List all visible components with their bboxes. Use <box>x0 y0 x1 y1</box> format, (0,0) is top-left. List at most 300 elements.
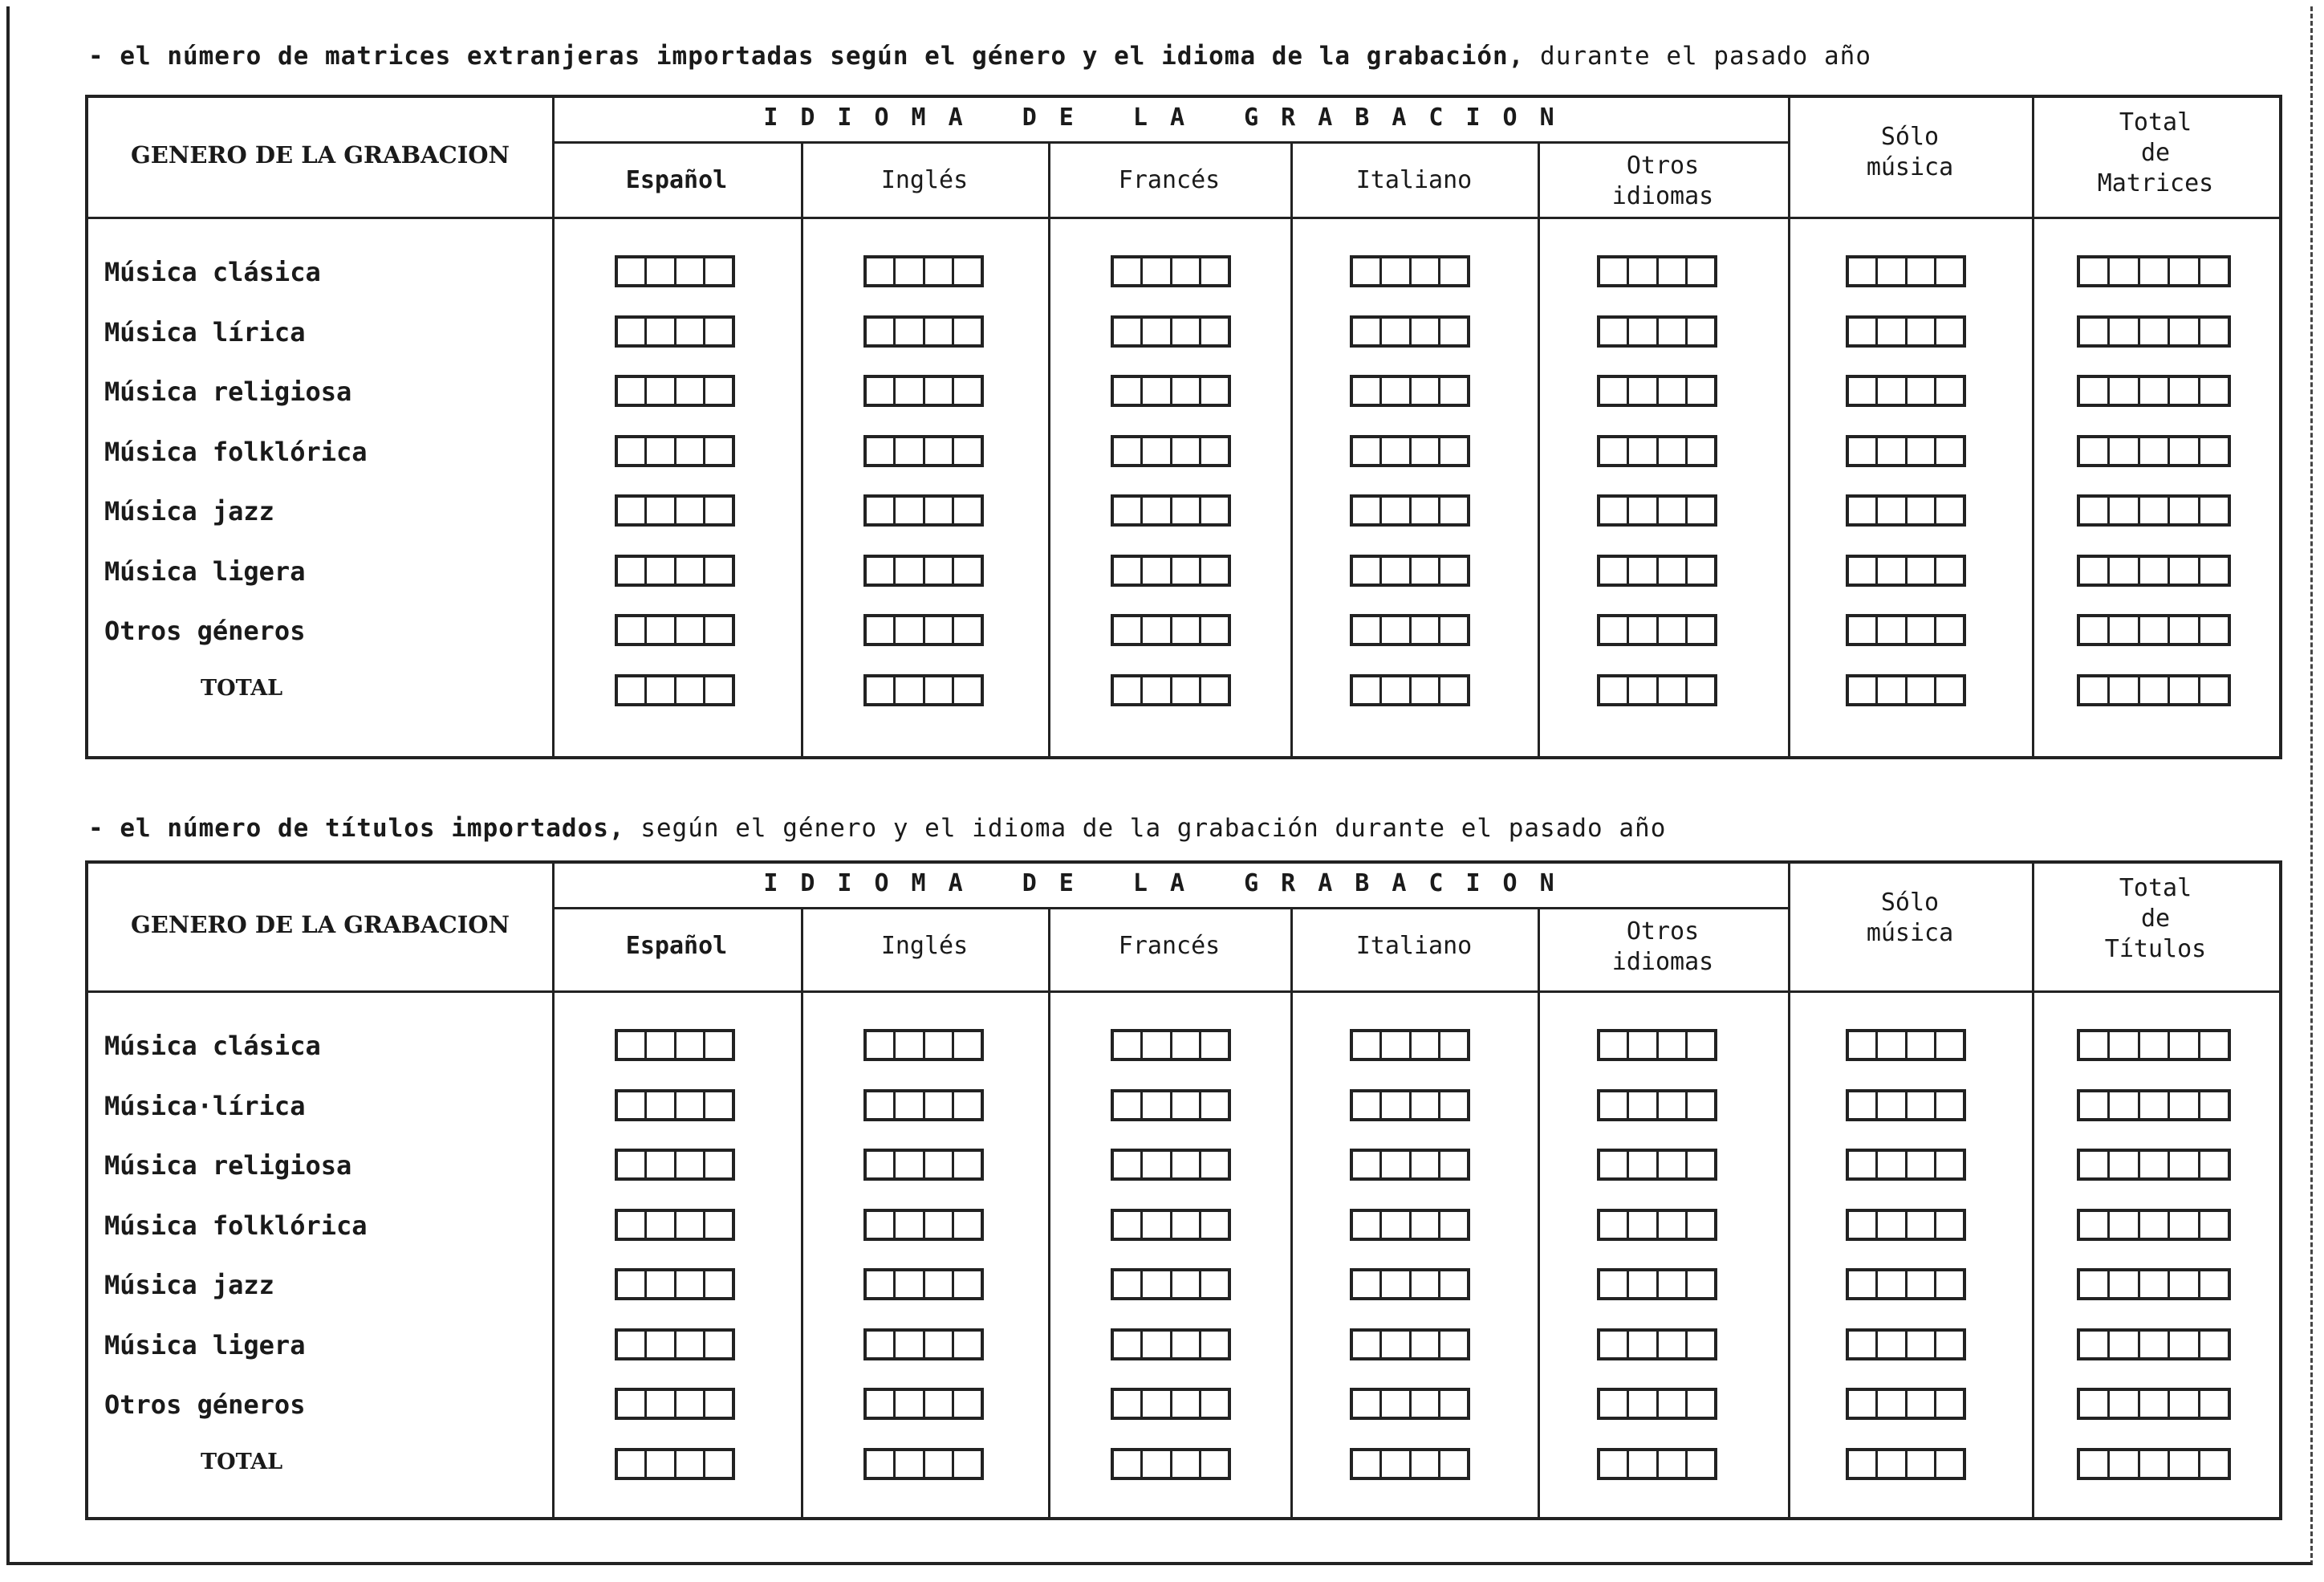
digit-entry-box[interactable] <box>1597 1029 1717 1061</box>
digit-entry-box[interactable] <box>1350 1328 1470 1360</box>
digit-cell[interactable] <box>1629 498 1658 523</box>
digit-entry-box[interactable] <box>863 1268 984 1300</box>
digit-cell[interactable] <box>1172 677 1201 703</box>
digit-entry-box[interactable] <box>1846 1328 1966 1360</box>
digit-cell[interactable] <box>1440 498 1467 523</box>
digit-entry-box[interactable] <box>1846 1089 1966 1121</box>
digit-cell[interactable] <box>1849 1271 1878 1297</box>
digit-cell[interactable] <box>1849 438 1878 464</box>
digit-cell[interactable] <box>1412 1332 1440 1357</box>
digit-cell[interactable] <box>1878 1332 1907 1357</box>
digit-entry-box[interactable] <box>615 1448 735 1480</box>
digit-entry-box[interactable] <box>2077 1268 2231 1300</box>
digit-cell[interactable] <box>1440 677 1467 703</box>
digit-cell[interactable] <box>1629 617 1658 643</box>
digit-cell[interactable] <box>1688 1332 1714 1357</box>
digit-entry-box[interactable] <box>615 315 735 348</box>
digit-cell[interactable] <box>925 1152 954 1177</box>
digit-entry-box[interactable] <box>1350 1089 1470 1121</box>
digit-cell[interactable] <box>1353 1212 1382 1238</box>
digit-cell[interactable] <box>2080 1332 2110 1357</box>
digit-cell[interactable] <box>1353 558 1382 584</box>
digit-cell[interactable] <box>954 1451 981 1477</box>
digit-cell[interactable] <box>1143 1332 1172 1357</box>
digit-entry-box[interactable] <box>1111 1388 1231 1420</box>
digit-cell[interactable] <box>1849 1152 1878 1177</box>
digit-entry-box[interactable] <box>1111 1149 1231 1181</box>
digit-cell[interactable] <box>1878 1092 1907 1118</box>
digit-cell[interactable] <box>925 558 954 584</box>
digit-cell[interactable] <box>2080 1271 2110 1297</box>
digit-entry-box[interactable] <box>1846 1388 1966 1420</box>
digit-cell[interactable] <box>896 1212 924 1238</box>
digit-cell[interactable] <box>1878 438 1907 464</box>
digit-cell[interactable] <box>1353 1451 1382 1477</box>
digit-cell[interactable] <box>896 1271 924 1297</box>
digit-cell[interactable] <box>618 1332 647 1357</box>
digit-cell[interactable] <box>2110 558 2139 584</box>
digit-entry-box[interactable] <box>1350 1209 1470 1241</box>
digit-cell[interactable] <box>867 1451 896 1477</box>
digit-entry-box[interactable] <box>1350 435 1470 467</box>
digit-cell[interactable] <box>1849 378 1878 404</box>
digit-entry-box[interactable] <box>2077 1029 2231 1061</box>
digit-entry-box[interactable] <box>1597 1388 1717 1420</box>
digit-cell[interactable] <box>705 677 732 703</box>
digit-cell[interactable] <box>1412 1391 1440 1417</box>
digit-entry-box[interactable] <box>1350 1388 1470 1420</box>
digit-cell[interactable] <box>925 498 954 523</box>
digit-entry-box[interactable] <box>863 1388 984 1420</box>
digit-entry-box[interactable] <box>1111 255 1231 287</box>
digit-entry-box[interactable] <box>863 1149 984 1181</box>
digit-cell[interactable] <box>1143 677 1172 703</box>
digit-cell[interactable] <box>1412 617 1440 643</box>
digit-cell[interactable] <box>2140 319 2170 344</box>
digit-entry-box[interactable] <box>863 375 984 407</box>
digit-cell[interactable] <box>2110 1152 2139 1177</box>
digit-cell[interactable] <box>1440 1152 1467 1177</box>
digit-cell[interactable] <box>2140 438 2170 464</box>
digit-cell[interactable] <box>676 1152 705 1177</box>
digit-cell[interactable] <box>705 1271 732 1297</box>
digit-cell[interactable] <box>647 1152 676 1177</box>
digit-cell[interactable] <box>1849 1451 1878 1477</box>
digit-entry-box[interactable] <box>1350 494 1470 527</box>
digit-cell[interactable] <box>647 258 676 284</box>
digit-cell[interactable] <box>647 498 676 523</box>
digit-cell[interactable] <box>1629 1032 1658 1058</box>
digit-cell[interactable] <box>1172 1152 1201 1177</box>
digit-cell[interactable] <box>925 1212 954 1238</box>
digit-cell[interactable] <box>1353 1391 1382 1417</box>
digit-cell[interactable] <box>1688 1451 1714 1477</box>
digit-entry-box[interactable] <box>2077 1149 2231 1181</box>
digit-cell[interactable] <box>676 1212 705 1238</box>
digit-cell[interactable] <box>1878 1212 1907 1238</box>
digit-cell[interactable] <box>2110 617 2139 643</box>
digit-cell[interactable] <box>676 378 705 404</box>
digit-cell[interactable] <box>867 319 896 344</box>
digit-cell[interactable] <box>1629 1212 1658 1238</box>
digit-cell[interactable] <box>1114 498 1143 523</box>
digit-cell[interactable] <box>1849 498 1878 523</box>
digit-cell[interactable] <box>1688 1391 1714 1417</box>
digit-cell[interactable] <box>1172 319 1201 344</box>
digit-cell[interactable] <box>2170 1032 2200 1058</box>
digit-cell[interactable] <box>2200 558 2228 584</box>
digit-cell[interactable] <box>1114 319 1143 344</box>
digit-entry-box[interactable] <box>1111 1328 1231 1360</box>
digit-cell[interactable] <box>676 617 705 643</box>
digit-cell[interactable] <box>1201 319 1228 344</box>
digit-cell[interactable] <box>2170 558 2200 584</box>
digit-cell[interactable] <box>954 1092 981 1118</box>
digit-cell[interactable] <box>1908 677 1936 703</box>
digit-cell[interactable] <box>925 378 954 404</box>
digit-cell[interactable] <box>1849 558 1878 584</box>
digit-cell[interactable] <box>1908 1451 1936 1477</box>
digit-entry-box[interactable] <box>1597 1328 1717 1360</box>
digit-cell[interactable] <box>618 498 647 523</box>
digit-cell[interactable] <box>1143 1092 1172 1118</box>
digit-cell[interactable] <box>2200 1451 2228 1477</box>
digit-cell[interactable] <box>1936 617 1963 643</box>
digit-cell[interactable] <box>1382 319 1411 344</box>
digit-cell[interactable] <box>1908 438 1936 464</box>
digit-cell[interactable] <box>2110 438 2139 464</box>
digit-cell[interactable] <box>1143 1212 1172 1238</box>
digit-cell[interactable] <box>1600 1271 1629 1297</box>
digit-cell[interactable] <box>1143 1032 1172 1058</box>
digit-entry-box[interactable] <box>863 555 984 587</box>
digit-cell[interactable] <box>1440 617 1467 643</box>
digit-cell[interactable] <box>705 1332 732 1357</box>
digit-cell[interactable] <box>1201 378 1228 404</box>
digit-cell[interactable] <box>1382 617 1411 643</box>
digit-cell[interactable] <box>1878 558 1907 584</box>
digit-cell[interactable] <box>2200 258 2228 284</box>
digit-cell[interactable] <box>1412 438 1440 464</box>
digit-cell[interactable] <box>1201 617 1228 643</box>
digit-cell[interactable] <box>1353 1332 1382 1357</box>
digit-cell[interactable] <box>1908 558 1936 584</box>
digit-cell[interactable] <box>705 558 732 584</box>
digit-cell[interactable] <box>647 438 676 464</box>
digit-cell[interactable] <box>1382 1271 1411 1297</box>
digit-cell[interactable] <box>1878 617 1907 643</box>
digit-cell[interactable] <box>896 1451 924 1477</box>
digit-cell[interactable] <box>1143 1451 1172 1477</box>
digit-cell[interactable] <box>896 1032 924 1058</box>
digit-cell[interactable] <box>2080 319 2110 344</box>
digit-cell[interactable] <box>1936 1271 1963 1297</box>
digit-cell[interactable] <box>1908 319 1936 344</box>
digit-cell[interactable] <box>2080 677 2110 703</box>
digit-entry-box[interactable] <box>615 1029 735 1061</box>
digit-cell[interactable] <box>867 1332 896 1357</box>
digit-entry-box[interactable] <box>863 1448 984 1480</box>
digit-cell[interactable] <box>867 1152 896 1177</box>
digit-cell[interactable] <box>2080 558 2110 584</box>
digit-cell[interactable] <box>896 1152 924 1177</box>
digit-entry-box[interactable] <box>1597 375 1717 407</box>
digit-entry-box[interactable] <box>1846 1029 1966 1061</box>
digit-cell[interactable] <box>896 1332 924 1357</box>
digit-cell[interactable] <box>1600 438 1629 464</box>
digit-cell[interactable] <box>647 1032 676 1058</box>
digit-cell[interactable] <box>1659 319 1688 344</box>
digit-cell[interactable] <box>618 438 647 464</box>
digit-cell[interactable] <box>1353 498 1382 523</box>
digit-cell[interactable] <box>1172 617 1201 643</box>
digit-cell[interactable] <box>1849 1332 1878 1357</box>
digit-entry-box[interactable] <box>1597 614 1717 646</box>
digit-cell[interactable] <box>2080 438 2110 464</box>
digit-cell[interactable] <box>1878 677 1907 703</box>
digit-cell[interactable] <box>1114 1451 1143 1477</box>
digit-cell[interactable] <box>1382 1152 1411 1177</box>
digit-entry-box[interactable] <box>1597 555 1717 587</box>
digit-cell[interactable] <box>618 1391 647 1417</box>
digit-cell[interactable] <box>1849 1032 1878 1058</box>
digit-entry-box[interactable] <box>863 494 984 527</box>
digit-cell[interactable] <box>1908 1271 1936 1297</box>
digit-cell[interactable] <box>1353 1271 1382 1297</box>
digit-cell[interactable] <box>1688 319 1714 344</box>
digit-cell[interactable] <box>2200 1212 2228 1238</box>
digit-cell[interactable] <box>1353 1152 1382 1177</box>
digit-cell[interactable] <box>1688 498 1714 523</box>
digit-cell[interactable] <box>1629 319 1658 344</box>
digit-cell[interactable] <box>1201 1391 1228 1417</box>
digit-cell[interactable] <box>2140 1212 2170 1238</box>
digit-cell[interactable] <box>1659 1032 1688 1058</box>
digit-cell[interactable] <box>1412 319 1440 344</box>
digit-cell[interactable] <box>896 498 924 523</box>
digit-cell[interactable] <box>705 378 732 404</box>
digit-cell[interactable] <box>867 378 896 404</box>
digit-entry-box[interactable] <box>863 1089 984 1121</box>
digit-entry-box[interactable] <box>1597 1149 1717 1181</box>
digit-cell[interactable] <box>2170 1391 2200 1417</box>
digit-entry-box[interactable] <box>863 1328 984 1360</box>
digit-cell[interactable] <box>647 677 676 703</box>
digit-cell[interactable] <box>1629 558 1658 584</box>
digit-cell[interactable] <box>647 1271 676 1297</box>
digit-cell[interactable] <box>2110 1032 2139 1058</box>
digit-cell[interactable] <box>1849 617 1878 643</box>
digit-cell[interactable] <box>954 1212 981 1238</box>
digit-cell[interactable] <box>1440 258 1467 284</box>
digit-cell[interactable] <box>1936 1212 1963 1238</box>
digit-entry-box[interactable] <box>615 435 735 467</box>
digit-cell[interactable] <box>1114 1391 1143 1417</box>
digit-cell[interactable] <box>1688 558 1714 584</box>
digit-entry-box[interactable] <box>1350 555 1470 587</box>
digit-cell[interactable] <box>896 438 924 464</box>
digit-cell[interactable] <box>954 258 981 284</box>
digit-cell[interactable] <box>2140 258 2170 284</box>
digit-cell[interactable] <box>1143 1271 1172 1297</box>
digit-cell[interactable] <box>1172 1032 1201 1058</box>
digit-cell[interactable] <box>618 1032 647 1058</box>
digit-entry-box[interactable] <box>1350 614 1470 646</box>
digit-cell[interactable] <box>2080 1212 2110 1238</box>
digit-cell[interactable] <box>1201 1271 1228 1297</box>
digit-entry-box[interactable] <box>2077 315 2231 348</box>
digit-cell[interactable] <box>1382 438 1411 464</box>
digit-entry-box[interactable] <box>1597 1209 1717 1241</box>
digit-cell[interactable] <box>618 319 647 344</box>
digit-cell[interactable] <box>676 1032 705 1058</box>
digit-cell[interactable] <box>1114 438 1143 464</box>
digit-entry-box[interactable] <box>2077 1328 2231 1360</box>
digit-cell[interactable] <box>1201 1332 1228 1357</box>
digit-cell[interactable] <box>1936 1451 1963 1477</box>
digit-cell[interactable] <box>618 1451 647 1477</box>
digit-cell[interactable] <box>1688 1092 1714 1118</box>
digit-entry-box[interactable] <box>1111 1089 1231 1121</box>
digit-cell[interactable] <box>2170 1332 2200 1357</box>
digit-cell[interactable] <box>867 677 896 703</box>
digit-cell[interactable] <box>676 1451 705 1477</box>
digit-entry-box[interactable] <box>1111 315 1231 348</box>
digit-cell[interactable] <box>676 498 705 523</box>
digit-cell[interactable] <box>676 438 705 464</box>
digit-cell[interactable] <box>1688 1212 1714 1238</box>
digit-cell[interactable] <box>954 1152 981 1177</box>
digit-cell[interactable] <box>1412 1451 1440 1477</box>
digit-cell[interactable] <box>1659 1391 1688 1417</box>
digit-cell[interactable] <box>2170 438 2200 464</box>
digit-cell[interactable] <box>676 258 705 284</box>
digit-cell[interactable] <box>1936 319 1963 344</box>
digit-cell[interactable] <box>1908 378 1936 404</box>
digit-cell[interactable] <box>1382 1332 1411 1357</box>
digit-cell[interactable] <box>1114 378 1143 404</box>
digit-cell[interactable] <box>2110 1092 2139 1118</box>
digit-cell[interactable] <box>2110 258 2139 284</box>
digit-entry-box[interactable] <box>615 1089 735 1121</box>
digit-cell[interactable] <box>2170 378 2200 404</box>
digit-cell[interactable] <box>1878 258 1907 284</box>
digit-cell[interactable] <box>705 1152 732 1177</box>
digit-cell[interactable] <box>925 438 954 464</box>
digit-entry-box[interactable] <box>2077 1089 2231 1121</box>
digit-entry-box[interactable] <box>2077 1388 2231 1420</box>
digit-cell[interactable] <box>2170 498 2200 523</box>
digit-cell[interactable] <box>1908 1332 1936 1357</box>
digit-cell[interactable] <box>1878 1032 1907 1058</box>
digit-cell[interactable] <box>1936 1332 1963 1357</box>
digit-cell[interactable] <box>1114 1332 1143 1357</box>
digit-cell[interactable] <box>1659 498 1688 523</box>
digit-cell[interactable] <box>1172 1092 1201 1118</box>
digit-entry-box[interactable] <box>1350 1268 1470 1300</box>
digit-cell[interactable] <box>1878 498 1907 523</box>
digit-cell[interactable] <box>705 1032 732 1058</box>
digit-cell[interactable] <box>647 319 676 344</box>
digit-cell[interactable] <box>647 1092 676 1118</box>
digit-cell[interactable] <box>2170 617 2200 643</box>
digit-entry-box[interactable] <box>615 375 735 407</box>
digit-entry-box[interactable] <box>1846 1209 1966 1241</box>
digit-cell[interactable] <box>1440 1212 1467 1238</box>
digit-cell[interactable] <box>1688 1152 1714 1177</box>
digit-cell[interactable] <box>1143 319 1172 344</box>
digit-entry-box[interactable] <box>1111 375 1231 407</box>
digit-cell[interactable] <box>1172 438 1201 464</box>
digit-cell[interactable] <box>1412 1092 1440 1118</box>
digit-entry-box[interactable] <box>615 1268 735 1300</box>
digit-cell[interactable] <box>1629 438 1658 464</box>
digit-cell[interactable] <box>1201 1451 1228 1477</box>
digit-cell[interactable] <box>2200 438 2228 464</box>
digit-cell[interactable] <box>2080 1451 2110 1477</box>
digit-cell[interactable] <box>896 1092 924 1118</box>
digit-cell[interactable] <box>1114 1212 1143 1238</box>
digit-cell[interactable] <box>2080 498 2110 523</box>
digit-entry-box[interactable] <box>2077 435 2231 467</box>
digit-cell[interactable] <box>2110 319 2139 344</box>
digit-cell[interactable] <box>2200 677 2228 703</box>
digit-cell[interactable] <box>1629 677 1658 703</box>
digit-cell[interactable] <box>1114 677 1143 703</box>
digit-cell[interactable] <box>1353 438 1382 464</box>
digit-cell[interactable] <box>1659 1092 1688 1118</box>
digit-cell[interactable] <box>676 319 705 344</box>
digit-cell[interactable] <box>954 617 981 643</box>
digit-cell[interactable] <box>1629 258 1658 284</box>
digit-cell[interactable] <box>1659 677 1688 703</box>
digit-entry-box[interactable] <box>1111 1448 1231 1480</box>
digit-cell[interactable] <box>2140 1271 2170 1297</box>
digit-cell[interactable] <box>1600 498 1629 523</box>
digit-entry-box[interactable] <box>2077 614 2231 646</box>
digit-cell[interactable] <box>676 1391 705 1417</box>
digit-entry-box[interactable] <box>2077 375 2231 407</box>
digit-cell[interactable] <box>705 1451 732 1477</box>
digit-cell[interactable] <box>1114 1152 1143 1177</box>
digit-cell[interactable] <box>618 1271 647 1297</box>
digit-cell[interactable] <box>2170 1271 2200 1297</box>
digit-cell[interactable] <box>705 438 732 464</box>
digit-cell[interactable] <box>1440 319 1467 344</box>
digit-entry-box[interactable] <box>1846 315 1966 348</box>
digit-cell[interactable] <box>2140 1092 2170 1118</box>
digit-cell[interactable] <box>2140 498 2170 523</box>
digit-cell[interactable] <box>1849 677 1878 703</box>
digit-cell[interactable] <box>1629 1391 1658 1417</box>
digit-cell[interactable] <box>2110 1271 2139 1297</box>
digit-cell[interactable] <box>647 558 676 584</box>
digit-cell[interactable] <box>1353 677 1382 703</box>
digit-cell[interactable] <box>1114 1092 1143 1118</box>
digit-cell[interactable] <box>2200 1271 2228 1297</box>
digit-cell[interactable] <box>1201 558 1228 584</box>
digit-cell[interactable] <box>1878 378 1907 404</box>
digit-cell[interactable] <box>867 1032 896 1058</box>
digit-cell[interactable] <box>676 1271 705 1297</box>
digit-cell[interactable] <box>1114 558 1143 584</box>
digit-entry-box[interactable] <box>1111 674 1231 706</box>
digit-cell[interactable] <box>1353 258 1382 284</box>
digit-entry-box[interactable] <box>1846 1268 1966 1300</box>
digit-cell[interactable] <box>2140 677 2170 703</box>
digit-entry-box[interactable] <box>1597 1089 1717 1121</box>
digit-cell[interactable] <box>867 1092 896 1118</box>
